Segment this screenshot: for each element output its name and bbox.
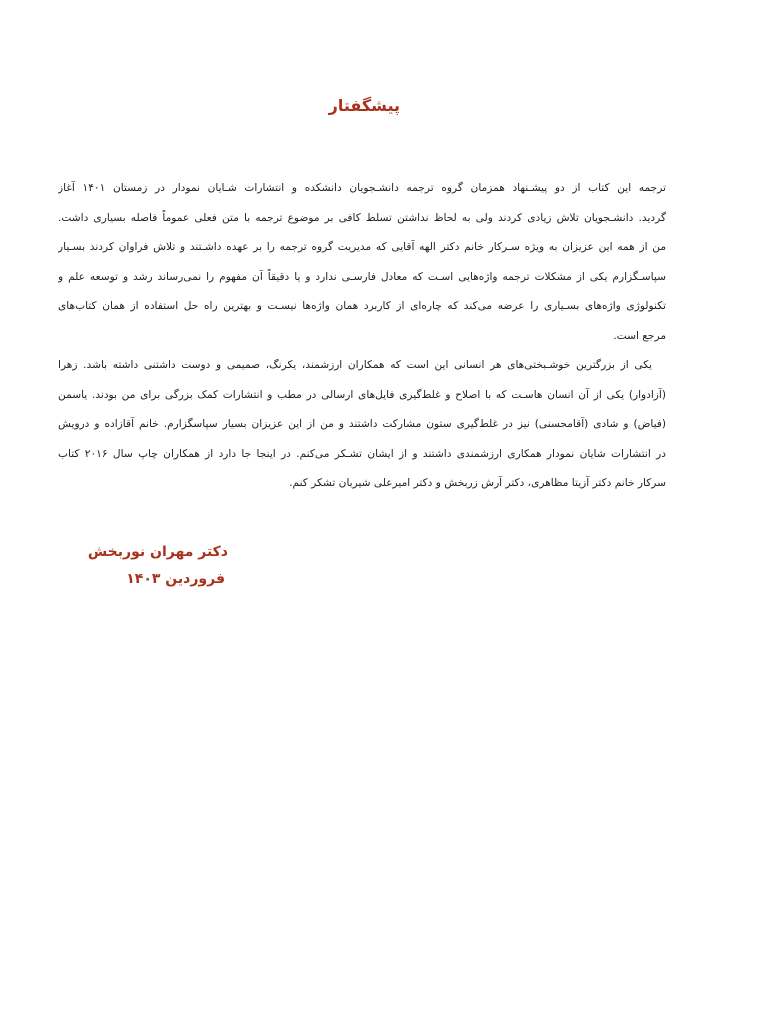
preface-body [58,178,666,503]
signature-block [88,539,228,593]
author-name: دکتر مهران نوربخش [87,544,228,560]
paragraph-2 [58,355,666,503]
text-line: (فیاض) و شادی (آقامحسنی) نیز در غلط‌گیری ستون مشارکت داشتند و من از این عزیزان بسیار سپاسگزارم. خانم آقازاده و درویش [58,418,666,430]
text-line: من از همه این عزیزان به ویژه سـرکار خانم دکتر الهه آقایی که مدیریت گروه ترجمه را بر عهده داشـتند و تلاش فراوان کردند بسـیار [58,241,666,253]
text-line: سپاسـگزارم یکی از مشکلات ترجمه واژه‌هایی اسـت که معادل فارسـی ندارد و یا دقیقاً آن مفهوم را نمی‌رساند رشد و توسعه علم و [58,270,666,283]
text-line: (آزادوار) یکی از آن انسان هاسـت که با اصلاح و غلط‌گیری فایل‌های ارسالی در مطب و انتشارات کمک بزرگی برای من بودند. یاسمن [58,388,666,401]
paragraph-1 [58,178,666,355]
text-line: در انتشارات شایان نمودار همکاری ارزشمندی داشتند و از ایشان تشـکر می‌کنم. در اینجا جا دارد از همکاران چاپ سال ۲۰۱۶ کتاب [58,447,666,460]
text-line: ترجمه این کتاب از دو پیشـنهاد همزمان گروه ترجمه دانشـجویان دانشکده و انتشارات شـایان نمودار در زمستان ۱۴۰۱ آغاز [58,182,666,194]
page-title: پیشگفتار [328,96,400,115]
signature-date: فروردین ۱۴۰۳ [126,571,225,587]
text-line: گردید. دانشـجویان تلاش زیادی کردند ولی به لحاظ نداشتن تسلط کافی بر موضوع ترجمه با متن فعلی عموماً فاصله بسیاری داشت. [58,211,666,224]
text-line: یکی از بزرگترین خوشـبختی‌های هر انسانی این است که همکاران ارزشمند، یکرنگ، صمیمی و دوست داشتنی داشته باشد. زهرا [58,359,652,371]
text-line: مرجع است. [613,329,666,342]
text-line: سرکار خانم دکتر آزیتا مظاهری، دکتر آرش زربخش و دکتر امیرعلی شیربان تشکر کنم. [289,477,666,489]
text-line: تکنولوژی واژه‌های بسـیاری را عرضه می‌کند که چاره‌ای از کاربرد همان واژه‌ها نیسـت و بهترین راه حل استفاده از همان کتاب‌های [58,300,666,312]
